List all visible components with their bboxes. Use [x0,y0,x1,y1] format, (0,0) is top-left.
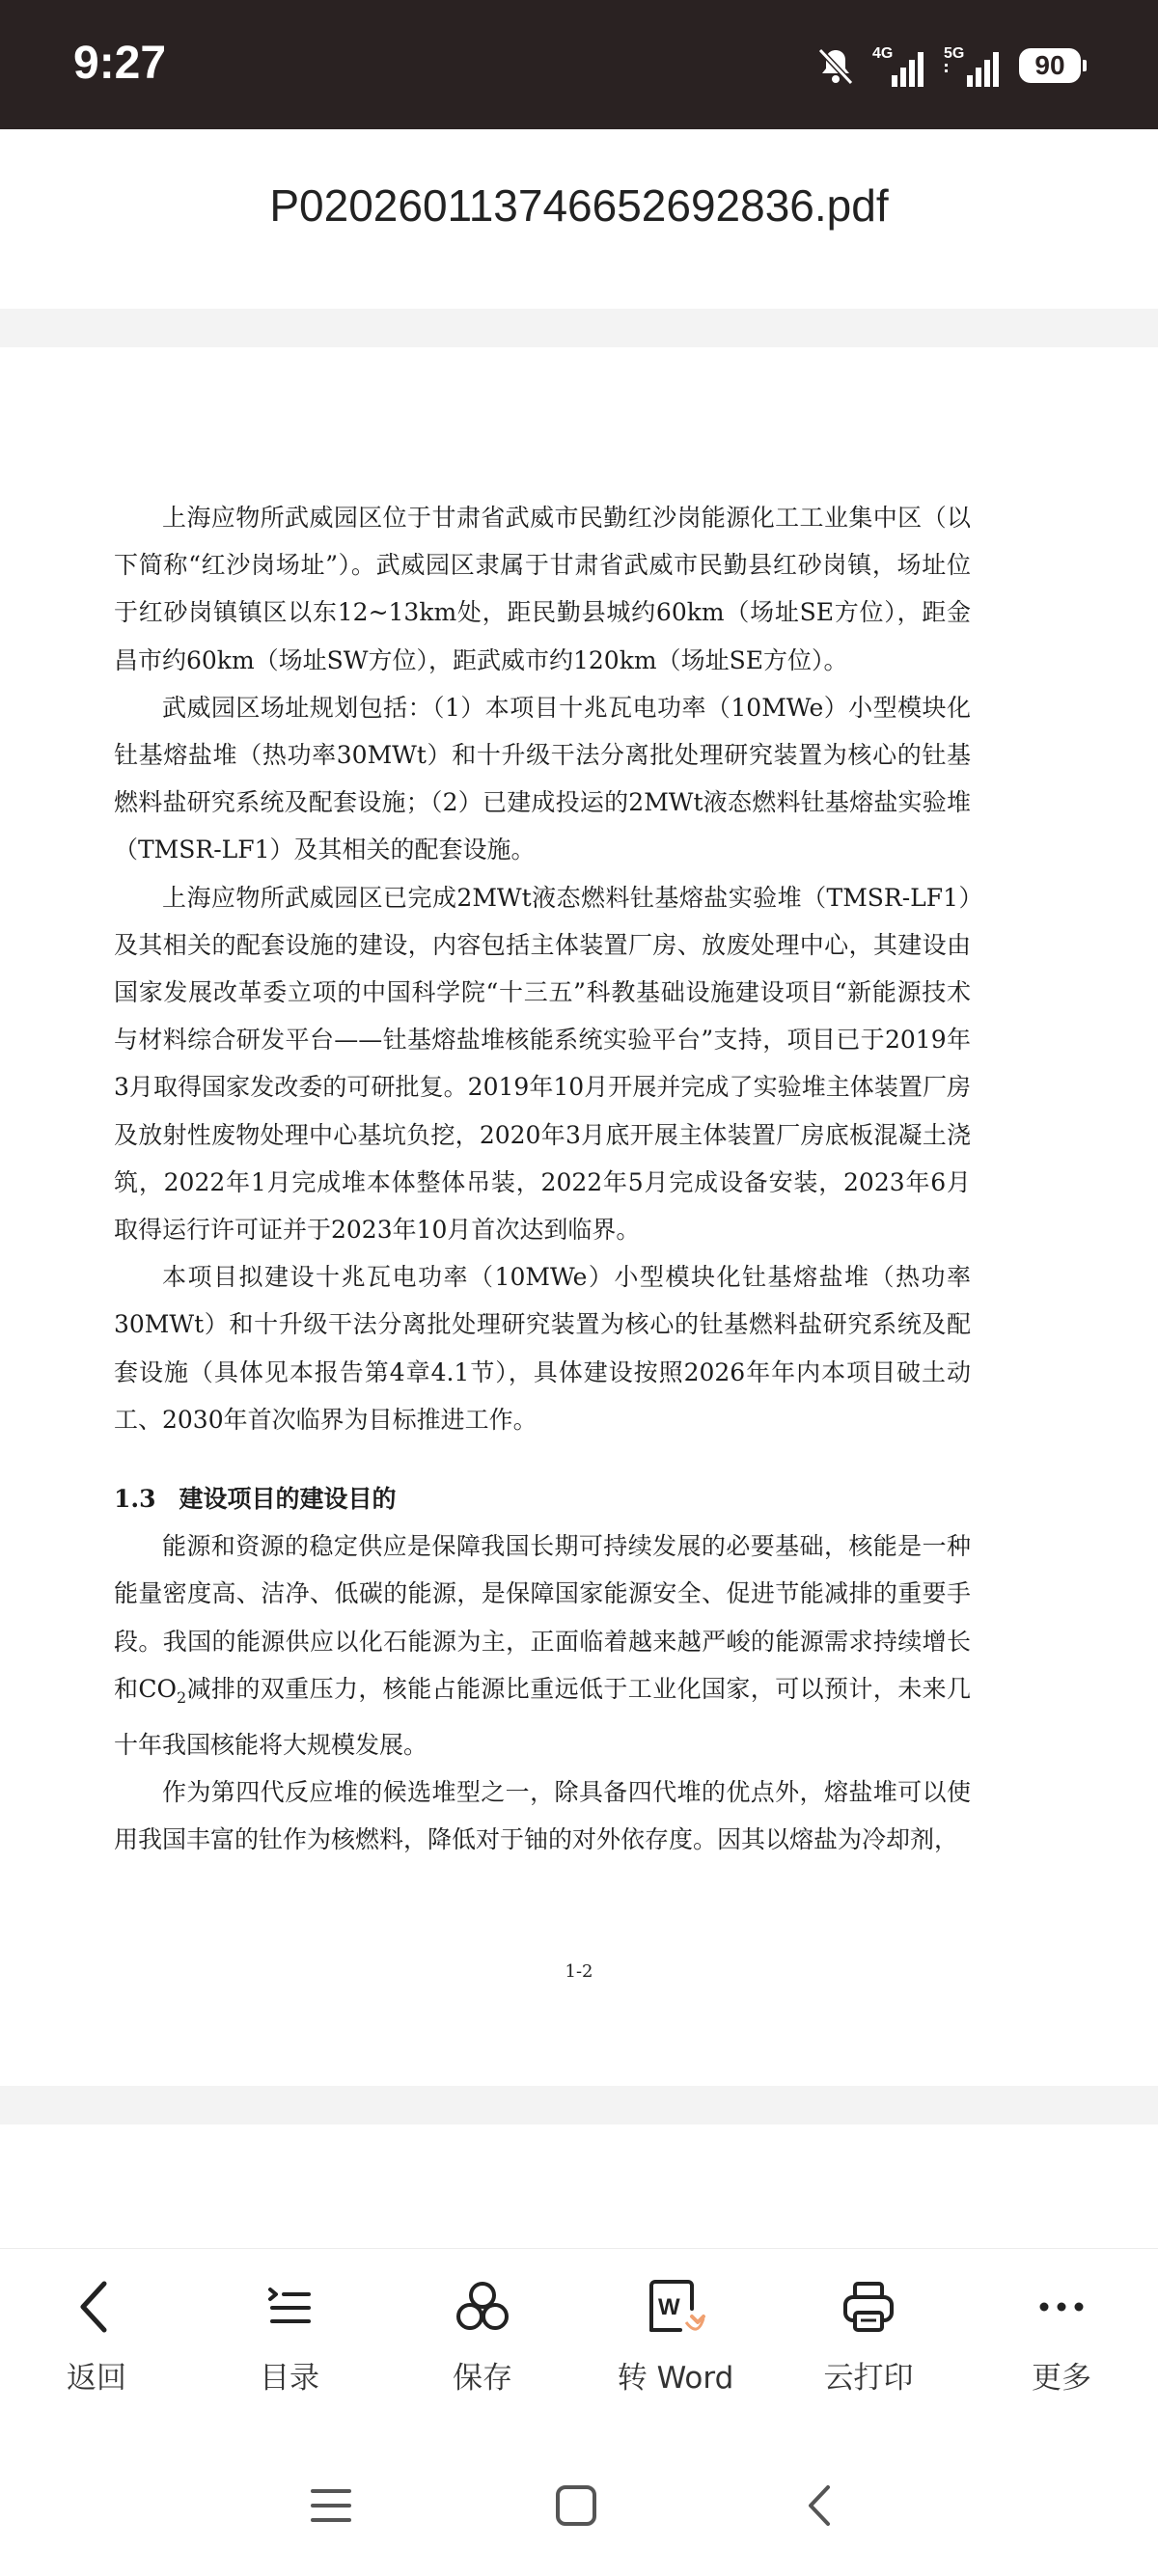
signal-4g-label: 4G [872,45,894,62]
signal-4g-icon [870,42,928,89]
paragraph-text: 能源和资源的稳定供应是保障我国长期可持续发展的必要基础，核能是一种能量密度高、洁净、低碳的能源，是保障国家能源安全、促进节能减排的重要手段。我国的能源供应以化石能源为主，正面临着越来越严峻的能源需求持续增长和CO [114,1532,971,1703]
cloud-print-label: 云打印 [823,2361,914,2396]
pdf-page[interactable] [0,347,1158,2086]
battery-icon: 90 [1019,48,1081,83]
status-icons [814,39,1081,93]
chevron-left-icon [66,2276,127,2338]
more-label: 更多 [1032,2361,1091,2396]
list-icon [259,2276,320,2338]
status-bar [0,0,1158,129]
back-nav-icon[interactable] [797,2481,845,2530]
more-button[interactable] [965,2276,1158,2397]
save-label: 保存 [453,2361,512,2396]
save-button[interactable] [386,2276,579,2397]
menu-icon[interactable] [307,2481,355,2530]
back-label: 返回 [67,2361,126,2396]
status-time: 9:27 [73,38,167,89]
printer-icon [838,2276,899,2338]
home-icon[interactable] [552,2481,600,2530]
paragraph [114,1522,971,1768]
word-convert-icon [642,2276,709,2338]
cloud-save-icon [452,2276,513,2338]
to-word-button[interactable] [579,2276,772,2397]
section-title: 建设项目的建设目的 [179,1485,397,1514]
svg-text:W: W [658,2294,680,2320]
to-word-label: 转 Word [617,2361,734,2396]
paragraph: 武威园区场址规划包括：（1）本项目十兆瓦电功率（10MWe）小型模块化钍基熔盐堆（热功率30MWt）和十升级干法分离批处理研究装置为核心的钍基燃料盐研究系统及配套设施；（2）已建成投运的2MWt液态燃料钍基熔盐实验堆（TMSR-LF1）及其相关的配套设施。 [114,693,971,864]
toc-button[interactable] [193,2276,386,2397]
paragraph: 上海应物所武威园区已完成2MWt液态燃料钍基熔盐实验堆（TMSR-LF1）及其相关的配套设施的建设，内容包括主体装置厂房、放废处理中心，其建设由国家发展改革委立项的中国科学院“十三五”科教基础设施建设项目“新能源技术与材料综合研发平台——钍基熔盐堆核能系统实验平台”支持，项目已于2019年3月取得国家发改委的可研批复。2019年10月开展并完成了实验堆主体装置厂房及放射性废物处理中心基坑负挖，2020年3月底开展主体装置厂房底板混凝土浇筑，2022年1月完成堆本体整体吊装，2022年5月完成设备安装，2023年6月取得运行许可证并于2023年10月首次达到临界。 [114,883,971,1245]
toc-label: 目录 [260,2361,319,2396]
signal-5g-label: 5G [944,45,965,62]
system-nav-bar [0,2441,1158,2576]
paragraph: 上海应物所武威园区位于甘肃省武威市民勤红沙岗能源化工工业集中区（以下简称“红沙岗场址”）。武威园区隶属于甘肃省武威市民勤县红砂岗镇，场址位于红砂岗镇镇区以东12~13km处，距民勤县城约60km（场址SE方位），距金昌市约60km（场址SW方位），距武威市约120km（场址SE方位）。 [114,504,971,674]
mute-bell-icon [814,44,857,87]
title-bar [0,129,1158,309]
bottom-toolbar [0,2248,1158,2442]
paragraph-text: 减排的双重压力，核能占能源比重远低于工业化国家，可以预计，未来几十年我国核能将大规模发展。 [114,1674,971,1760]
page-gap-top [0,309,1158,347]
paragraph: 本项目拟建设十兆瓦电功率（10MWe）小型模块化钍基熔盐堆（热功率30MWt）和十升级干法分离批处理研究装置为核心的钍基燃料盐研究系统及配套设施（具体见本报告第4章4.1节），具体建设按照2026年年内本项目破土动工、2030年首次临界为目标推进工作。 [114,1263,971,1434]
paragraph: 作为第四代反应堆的候选堆型之一，除具备四代堆的优点外，熔盐堆可以使用我国丰富的钍作为核燃料，降低对于铀的对外依存度。因其以熔盐为冷却剂， [114,1778,971,1854]
back-button[interactable] [0,2276,193,2397]
signal-5g-icon [942,42,1006,89]
document-title: P020260113746652692836.pdf [269,180,889,231]
page-content [114,494,971,1864]
cloud-print-button[interactable] [772,2276,965,2397]
page-gap-bottom [0,2086,1158,2124]
page-number: 1-2 [565,1961,593,1982]
section-number: 1.3 [114,1485,156,1514]
section-heading [114,1475,971,1522]
more-dots-icon [1031,2276,1092,2338]
subscript: 2 [177,1687,187,1707]
